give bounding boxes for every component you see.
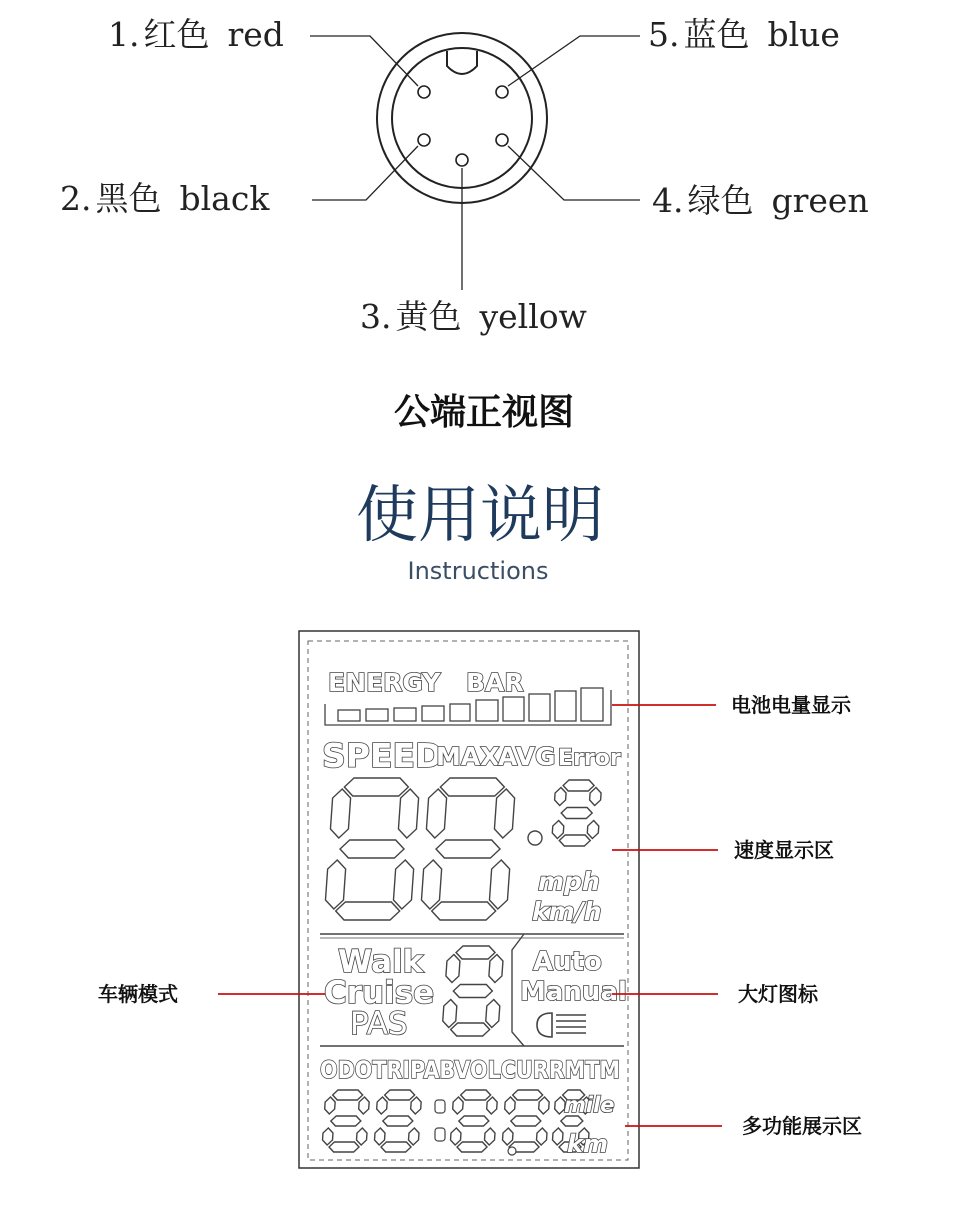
callout-headlight: 大灯图标: [738, 982, 818, 1006]
speed-units: [532, 867, 602, 926]
function-labels-row: [320, 1056, 626, 1084]
speed-decimal-point: [528, 831, 542, 845]
leader-pin-5: [508, 36, 640, 86]
manual-label: Manual: [520, 977, 627, 1007]
auto-label: Auto: [533, 947, 602, 977]
callout-multifunction: 多功能展示区: [742, 1114, 862, 1138]
error-label: Error: [558, 746, 621, 771]
pin-5: [496, 86, 508, 98]
connector-pins: [418, 86, 508, 166]
multifunction-decimal-point: [508, 1147, 516, 1155]
callout-speed: 速度显示区: [734, 838, 834, 862]
speed-label: SPEED: [322, 736, 443, 775]
function-label-trip: TRIP: [372, 1056, 432, 1084]
pin-2: [418, 134, 430, 146]
energy-label: ENERGY: [328, 668, 441, 697]
instructions-subtitle: Instructions: [407, 557, 549, 585]
function-label-odo: ODO: [320, 1056, 381, 1084]
pin-1-label: 1. 红色 red: [108, 15, 284, 54]
function-label-ab: AB: [423, 1056, 460, 1084]
cruise-label: Cruise: [324, 975, 435, 1011]
function-label-tm: TM: [585, 1056, 626, 1084]
walk-label: Walk: [338, 944, 424, 980]
function-label-rm: RM: [548, 1056, 592, 1084]
callout-mode: 车辆模式: [98, 982, 178, 1006]
unit-mile: mile: [564, 1093, 615, 1117]
bar-label: BAR: [466, 668, 524, 697]
connector-caption: 公端正视图: [393, 392, 575, 433]
pin-3: [456, 154, 468, 166]
pin-5-label: 5. 蓝色 blue: [648, 15, 840, 54]
function-label-vol: VOL: [454, 1056, 509, 1084]
pin-4-label: 4. 绿色 green: [652, 181, 869, 220]
max-label: MAX: [436, 742, 500, 771]
pas-label: PAS: [350, 1006, 408, 1042]
unit-km: km: [567, 1130, 608, 1158]
pin-1: [418, 86, 430, 98]
unit-kmh: km/h: [532, 897, 602, 926]
unit-mph: mph: [538, 867, 600, 896]
avg-label: AVG: [498, 742, 556, 771]
pin-leader-lines: [310, 36, 640, 290]
callout-battery: 电池电量显示: [731, 693, 851, 717]
function-label-cur: CUR: [500, 1056, 557, 1084]
instructions-title: 使用说明: [355, 478, 605, 551]
pin-2-label: 2. 黑色 black: [60, 179, 270, 218]
leader-pin-1: [310, 36, 418, 86]
pin-3-label: 3. 黄色 yellow: [360, 297, 587, 336]
pin-4: [496, 134, 508, 146]
